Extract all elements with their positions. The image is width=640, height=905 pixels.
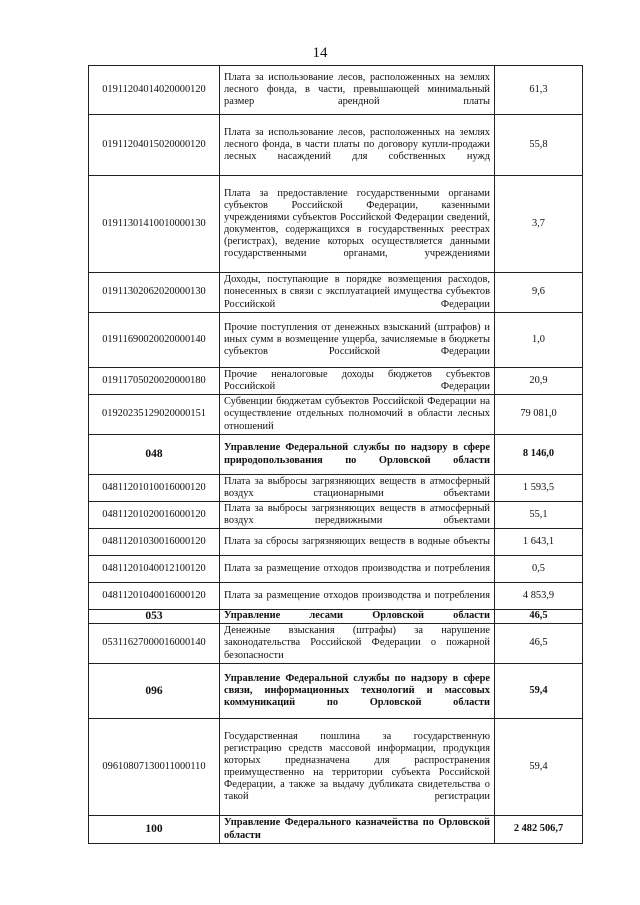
revenue-name-cell: Плата за выбросы загрязняющих веществ в атмосферный воздух стационарными объектами bbox=[220, 475, 495, 502]
budget-code-cell: 053 bbox=[89, 610, 220, 624]
budget-code-cell: 09610807130011000110 bbox=[89, 719, 220, 816]
budget-code-cell: 04811201040012100120 bbox=[89, 556, 220, 583]
amount-cell: 59,4 bbox=[495, 664, 583, 719]
revenue-name-cell: Денежные взыскания (штрафы) за нарушение законодательства Российской Федерации о пожарной безопасности bbox=[220, 624, 495, 664]
table-row bbox=[89, 719, 583, 816]
amount-cell: 8 146,0 bbox=[495, 435, 583, 475]
amount-cell: 20,9 bbox=[495, 368, 583, 395]
amount-cell: 61,3 bbox=[495, 66, 583, 115]
budget-code-cell: 04811201020016000120 bbox=[89, 502, 220, 529]
table-row bbox=[89, 664, 583, 719]
amount-cell: 0,5 bbox=[495, 556, 583, 583]
revenue-name-cell: Плата за выбросы загрязняющих веществ в атмосферный воздух передвижными объектами bbox=[220, 502, 495, 529]
revenue-name-cell: Плата за использование лесов, расположенных на землях лесного фонда, в части платы по договору купли-продажи лесных насаждений для собственных нужд bbox=[220, 115, 495, 176]
amount-cell: 1 643,1 bbox=[495, 529, 583, 556]
budget-code-cell: 05311627000016000140 bbox=[89, 624, 220, 664]
table-row bbox=[89, 529, 583, 556]
amount-cell: 59,4 bbox=[495, 719, 583, 816]
table-row bbox=[89, 610, 583, 624]
table-row bbox=[89, 435, 583, 475]
table-row bbox=[89, 583, 583, 610]
budget-code-cell: 04811201010016000120 bbox=[89, 475, 220, 502]
budget-code-cell: 01911302062020000130 bbox=[89, 273, 220, 313]
table-row bbox=[89, 816, 583, 844]
revenue-name-cell: Плата за размещение отходов производства и потребления bbox=[220, 556, 495, 583]
table-row bbox=[89, 115, 583, 176]
revenue-name-cell: Плата за сбросы загрязняющих веществ в водные объекты bbox=[220, 529, 495, 556]
budget-code-cell: 01911204014020000120 bbox=[89, 66, 220, 115]
amount-cell: 55,1 bbox=[495, 502, 583, 529]
budget-code-cell: 100 bbox=[89, 816, 220, 844]
amount-cell: 79 081,0 bbox=[495, 395, 583, 435]
budget-code-cell: 01911204015020000120 bbox=[89, 115, 220, 176]
table-row bbox=[89, 395, 583, 435]
table-row bbox=[89, 502, 583, 529]
table-row bbox=[89, 176, 583, 273]
table-row bbox=[89, 273, 583, 313]
revenue-name-cell: Управление лесами Орловской области bbox=[220, 610, 495, 624]
revenue-name-cell: Управление Федеральной службы по надзору в сфере природопользования по Орловской области bbox=[220, 435, 495, 475]
revenue-name-cell: Государственная пошлина за государственную регистрацию средств массовой информации, продукция которых предназначена для распространения преимущественно на территории субъекта Российской Федерации, а также за выдачу дубликата свидетельства о такой регистрации bbox=[220, 719, 495, 816]
amount-cell: 46,5 bbox=[495, 624, 583, 664]
amount-cell: 1 593,5 bbox=[495, 475, 583, 502]
budget-code-cell: 01911301410010000130 bbox=[89, 176, 220, 273]
amount-cell: 1,0 bbox=[495, 313, 583, 368]
revenue-name-cell: Плата за предоставление государственными органами субъектов Российской Федерации, казенными учреждениями субъектов Российской Федерации сведений, документов, содержащихся в государственных реестрах (регистрах), ведение которых осуществляется данными государственными органами, учреждениями bbox=[220, 176, 495, 273]
table-row bbox=[89, 624, 583, 664]
table-row bbox=[89, 313, 583, 368]
budget-code-cell: 048 bbox=[89, 435, 220, 475]
page-number: 14 bbox=[312, 45, 328, 61]
revenue-name-cell: Прочие поступления от денежных взысканий (штрафов) и иных сумм в возмещение ущерба, зачисляемые в бюджеты субъектов Российской Федерации bbox=[220, 313, 495, 368]
revenue-name-cell: Плата за размещение отходов производства и потребления bbox=[220, 583, 495, 610]
table-row bbox=[89, 368, 583, 395]
revenue-name-cell: Прочие неналоговые доходы бюджетов субъектов Российской Федерации bbox=[220, 368, 495, 395]
amount-cell: 2 482 506,7 bbox=[495, 816, 583, 844]
budget-code-cell: 04811201030016000120 bbox=[89, 529, 220, 556]
revenue-table-body bbox=[89, 66, 583, 844]
budget-code-cell: 096 bbox=[89, 664, 220, 719]
table-row bbox=[89, 556, 583, 583]
revenue-name-cell: Доходы, поступающие в порядке возмещения расходов, понесенных в связи с эксплуатацией имущества субъектов Российской Федерации bbox=[220, 273, 495, 313]
budget-code-cell: 01920235129020000151 bbox=[89, 395, 220, 435]
budget-code-cell: 01911705020020000180 bbox=[89, 368, 220, 395]
budget-code-cell: 04811201040016000120 bbox=[89, 583, 220, 610]
table-row bbox=[89, 475, 583, 502]
revenue-name-cell: Управление Федеральной службы по надзору в сфере связи, информационных технологий и массовых коммуникаций по Орловской области bbox=[220, 664, 495, 719]
amount-cell: 55,8 bbox=[495, 115, 583, 176]
revenue-name-cell: Управление Федерального казначейства по Орловской области bbox=[220, 816, 495, 844]
budget-code-cell: 01911690020020000140 bbox=[89, 313, 220, 368]
amount-cell: 4 853,9 bbox=[495, 583, 583, 610]
revenue-name-cell: Субвенции бюджетам субъектов Российской Федерации на осуществление отдельных полномочий в области лесных отношений bbox=[220, 395, 495, 435]
revenue-name-cell: Плата за использование лесов, расположенных на землях лесного фонда, в части, превышающей минимальный размер арендной платы bbox=[220, 66, 495, 115]
amount-cell: 3,7 bbox=[495, 176, 583, 273]
table-row bbox=[89, 66, 583, 115]
revenue-table bbox=[88, 65, 583, 844]
amount-cell: 46,5 bbox=[495, 610, 583, 624]
amount-cell: 9,6 bbox=[495, 273, 583, 313]
